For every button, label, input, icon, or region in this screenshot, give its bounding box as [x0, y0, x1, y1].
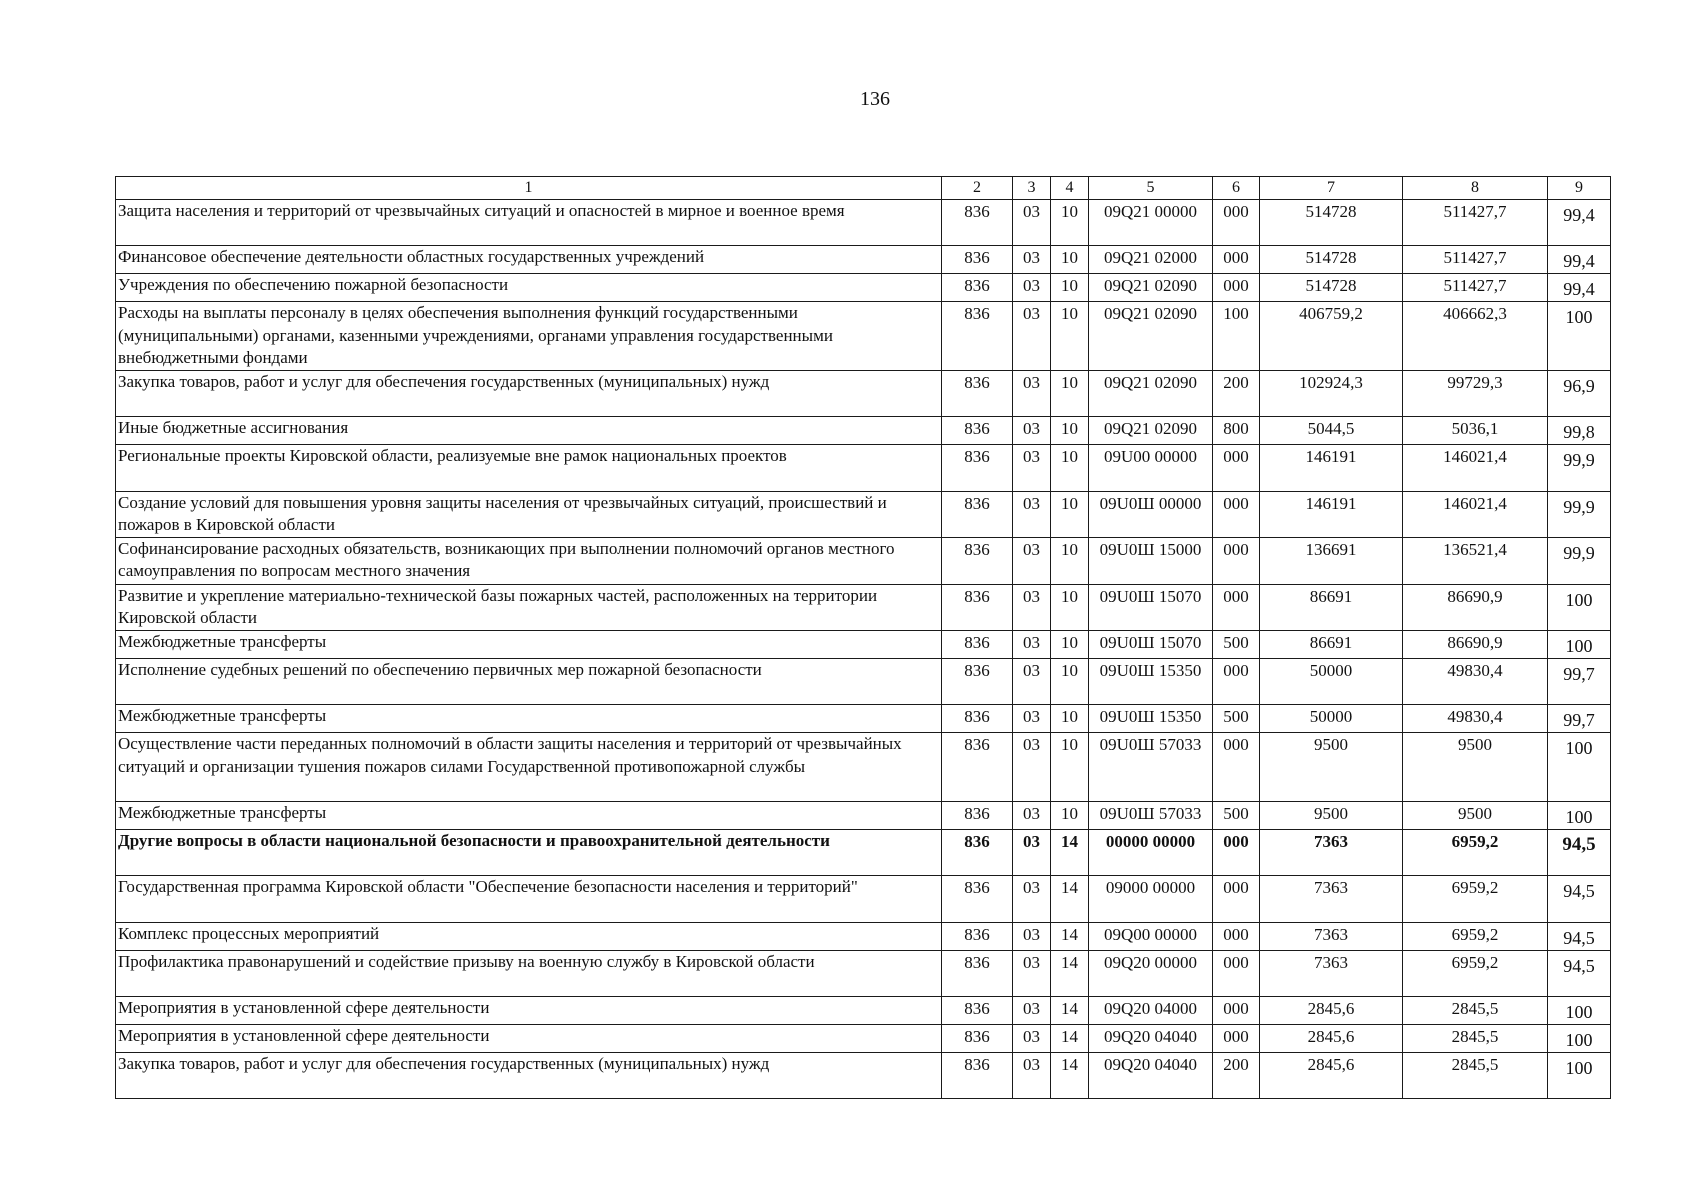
table-row [116, 801, 1611, 829]
cell-planned-amount: 7363 [1260, 950, 1403, 996]
cell-actual-amount: 2845,5 [1403, 997, 1548, 1025]
table-row [116, 705, 1611, 733]
row-description: Профилактика правонарушений и содействие призыву на военную службу в Кировской области [116, 950, 942, 996]
row-description: Развитие и укрепление материально-технической базы пожарных частей, расположенных на территории Кировской области [116, 584, 942, 630]
cell-target-article: 09Q21 02090 [1089, 370, 1213, 416]
header-cell: 2 [942, 177, 1013, 200]
cell-ministry-code: 836 [942, 445, 1013, 491]
cell-execution-percent: 99,4 [1548, 274, 1611, 302]
table-row [116, 491, 1611, 537]
table-row [116, 876, 1611, 922]
cell-subsection: 10 [1051, 630, 1089, 658]
cell-subsection: 14 [1051, 997, 1089, 1025]
cell-section: 03 [1013, 658, 1051, 704]
table-row [116, 733, 1611, 802]
cell-actual-amount: 136521,4 [1403, 538, 1548, 584]
header-cell: 9 [1548, 177, 1611, 200]
cell-section: 03 [1013, 801, 1051, 829]
table-row [116, 417, 1611, 445]
cell-actual-amount: 406662,3 [1403, 302, 1548, 371]
cell-actual-amount: 511427,7 [1403, 274, 1548, 302]
cell-ministry-code: 836 [942, 829, 1013, 875]
cell-section: 03 [1013, 950, 1051, 996]
table-row [116, 658, 1611, 704]
table-row [116, 584, 1611, 630]
cell-expense-type: 000 [1213, 200, 1260, 246]
table-row [116, 1025, 1611, 1053]
cell-execution-percent: 99,4 [1548, 200, 1611, 246]
cell-planned-amount: 7363 [1260, 922, 1403, 950]
cell-section: 03 [1013, 997, 1051, 1025]
cell-subsection: 10 [1051, 302, 1089, 371]
cell-execution-percent: 99,4 [1548, 246, 1611, 274]
cell-planned-amount: 86691 [1260, 584, 1403, 630]
row-description: Учреждения по обеспечению пожарной безопасности [116, 274, 942, 302]
header-cell: 8 [1403, 177, 1548, 200]
cell-expense-type: 000 [1213, 876, 1260, 922]
cell-planned-amount: 514728 [1260, 274, 1403, 302]
cell-subsection: 10 [1051, 445, 1089, 491]
cell-target-article: 09Q20 04040 [1089, 1025, 1213, 1053]
header-cell: 6 [1213, 177, 1260, 200]
cell-planned-amount: 2845,6 [1260, 1053, 1403, 1099]
cell-ministry-code: 836 [942, 1053, 1013, 1099]
cell-planned-amount: 9500 [1260, 801, 1403, 829]
cell-subsection: 14 [1051, 829, 1089, 875]
table-row [116, 950, 1611, 996]
cell-ministry-code: 836 [942, 491, 1013, 537]
cell-ministry-code: 836 [942, 950, 1013, 996]
cell-actual-amount: 99729,3 [1403, 370, 1548, 416]
cell-ministry-code: 836 [942, 801, 1013, 829]
cell-planned-amount: 406759,2 [1260, 302, 1403, 371]
cell-planned-amount: 50000 [1260, 705, 1403, 733]
cell-target-article: 09Q20 04000 [1089, 997, 1213, 1025]
cell-subsection: 10 [1051, 417, 1089, 445]
cell-planned-amount: 514728 [1260, 246, 1403, 274]
cell-actual-amount: 86690,9 [1403, 630, 1548, 658]
cell-ministry-code: 836 [942, 705, 1013, 733]
cell-planned-amount: 7363 [1260, 876, 1403, 922]
cell-expense-type: 000 [1213, 733, 1260, 802]
cell-subsection: 10 [1051, 370, 1089, 416]
cell-subsection: 10 [1051, 200, 1089, 246]
row-description: Мероприятия в установленной сфере деятельности [116, 997, 942, 1025]
cell-subsection: 14 [1051, 876, 1089, 922]
cell-expense-type: 500 [1213, 801, 1260, 829]
cell-execution-percent: 99,9 [1548, 491, 1611, 537]
page-number-text: 136 [860, 88, 890, 110]
table-row [116, 630, 1611, 658]
cell-execution-percent: 94,5 [1548, 922, 1611, 950]
cell-expense-type: 800 [1213, 417, 1260, 445]
cell-execution-percent: 100 [1548, 630, 1611, 658]
cell-execution-percent: 99,7 [1548, 705, 1611, 733]
cell-actual-amount: 86690,9 [1403, 584, 1548, 630]
cell-subsection: 14 [1051, 950, 1089, 996]
cell-execution-percent: 99,9 [1548, 445, 1611, 491]
cell-expense-type: 200 [1213, 370, 1260, 416]
cell-target-article: 09U0Ш 15070 [1089, 630, 1213, 658]
cell-planned-amount: 2845,6 [1260, 997, 1403, 1025]
cell-execution-percent: 99,7 [1548, 658, 1611, 704]
table-row [116, 1053, 1611, 1099]
cell-execution-percent: 96,9 [1548, 370, 1611, 416]
cell-target-article: 09U0Ш 57033 [1089, 801, 1213, 829]
row-description: Расходы на выплаты персоналу в целях обеспечения выполнения функций государственными (муниципальными) органами, казенными учреждениями, органами управления государственными внебюджетными фондами [116, 302, 942, 371]
cell-expense-type: 000 [1213, 997, 1260, 1025]
table-row [116, 302, 1611, 371]
cell-target-article: 09Q21 02090 [1089, 417, 1213, 445]
page-number [0, 88, 1686, 111]
cell-target-article: 09U0Ш 00000 [1089, 491, 1213, 537]
cell-actual-amount: 5036,1 [1403, 417, 1548, 445]
table-row [116, 997, 1611, 1025]
row-description: Софинансирование расходных обязательств, возникающих при выполнении полномочий органов местного самоуправления по вопросам местного значения [116, 538, 942, 584]
cell-section: 03 [1013, 630, 1051, 658]
budget-table [115, 176, 1611, 1099]
cell-expense-type: 000 [1213, 246, 1260, 274]
cell-section: 03 [1013, 876, 1051, 922]
cell-subsection: 10 [1051, 658, 1089, 704]
cell-actual-amount: 9500 [1403, 801, 1548, 829]
cell-target-article: 09U00 00000 [1089, 445, 1213, 491]
cell-execution-percent: 100 [1548, 997, 1611, 1025]
cell-target-article: 09U0Ш 57033 [1089, 733, 1213, 802]
cell-planned-amount: 5044,5 [1260, 417, 1403, 445]
row-description: Иные бюджетные ассигнования [116, 417, 942, 445]
cell-section: 03 [1013, 705, 1051, 733]
row-description: Комплекс процессных мероприятий [116, 922, 942, 950]
cell-section: 03 [1013, 733, 1051, 802]
cell-ministry-code: 836 [942, 584, 1013, 630]
cell-ministry-code: 836 [942, 370, 1013, 416]
row-description: Создание условий для повышения уровня защиты населения от чрезвычайных ситуаций, происшествий и пожаров в Кировской области [116, 491, 942, 537]
cell-planned-amount: 146191 [1260, 491, 1403, 537]
cell-execution-percent: 100 [1548, 584, 1611, 630]
cell-section: 03 [1013, 1025, 1051, 1053]
cell-ministry-code: 836 [942, 417, 1013, 445]
cell-ministry-code: 836 [942, 997, 1013, 1025]
cell-planned-amount: 86691 [1260, 630, 1403, 658]
cell-ministry-code: 836 [942, 302, 1013, 371]
cell-expense-type: 000 [1213, 491, 1260, 537]
cell-expense-type: 100 [1213, 302, 1260, 371]
cell-actual-amount: 49830,4 [1403, 658, 1548, 704]
cell-actual-amount: 146021,4 [1403, 491, 1548, 537]
row-description: Защита населения и территорий от чрезвычайных ситуаций и опасностей в мирное и военное время [116, 200, 942, 246]
cell-execution-percent: 100 [1548, 801, 1611, 829]
cell-actual-amount: 9500 [1403, 733, 1548, 802]
cell-subsection: 14 [1051, 922, 1089, 950]
row-description: Закупка товаров, работ и услуг для обеспечения государственных (муниципальных) нужд [116, 370, 942, 416]
cell-ministry-code: 836 [942, 733, 1013, 802]
cell-section: 03 [1013, 1053, 1051, 1099]
cell-section: 03 [1013, 829, 1051, 875]
cell-ministry-code: 836 [942, 876, 1013, 922]
table-row [116, 246, 1611, 274]
row-description: Другие вопросы в области национальной безопасности и правоохранительной деятельности [116, 829, 942, 875]
cell-subsection: 10 [1051, 246, 1089, 274]
cell-planned-amount: 50000 [1260, 658, 1403, 704]
cell-section: 03 [1013, 274, 1051, 302]
table-row [116, 922, 1611, 950]
cell-expense-type: 000 [1213, 922, 1260, 950]
cell-expense-type: 000 [1213, 274, 1260, 302]
cell-actual-amount: 49830,4 [1403, 705, 1548, 733]
cell-expense-type: 500 [1213, 630, 1260, 658]
cell-planned-amount: 136691 [1260, 538, 1403, 584]
cell-actual-amount: 6959,2 [1403, 950, 1548, 996]
cell-section: 03 [1013, 445, 1051, 491]
row-description: Закупка товаров, работ и услуг для обеспечения государственных (муниципальных) нужд [116, 1053, 942, 1099]
cell-target-article: 09Q00 00000 [1089, 922, 1213, 950]
cell-subsection: 10 [1051, 584, 1089, 630]
cell-subsection: 10 [1051, 801, 1089, 829]
cell-subsection: 10 [1051, 733, 1089, 802]
cell-section: 03 [1013, 246, 1051, 274]
cell-expense-type: 200 [1213, 1053, 1260, 1099]
row-description: Межбюджетные трансферты [116, 630, 942, 658]
budget-table-sheet [115, 176, 1610, 1099]
cell-expense-type: 000 [1213, 829, 1260, 875]
cell-ministry-code: 836 [942, 274, 1013, 302]
cell-execution-percent: 100 [1548, 1025, 1611, 1053]
cell-execution-percent: 100 [1548, 733, 1611, 802]
cell-planned-amount: 514728 [1260, 200, 1403, 246]
cell-ministry-code: 836 [942, 200, 1013, 246]
cell-actual-amount: 6959,2 [1403, 922, 1548, 950]
cell-planned-amount: 7363 [1260, 829, 1403, 875]
table-row [116, 200, 1611, 246]
row-description: Исполнение судебных решений по обеспечению первичных мер пожарной безопасности [116, 658, 942, 704]
cell-planned-amount: 146191 [1260, 445, 1403, 491]
cell-ministry-code: 836 [942, 1025, 1013, 1053]
cell-execution-percent: 99,9 [1548, 538, 1611, 584]
row-description: Мероприятия в установленной сфере деятельности [116, 1025, 942, 1053]
table-row [116, 274, 1611, 302]
cell-target-article: 09U0Ш 15000 [1089, 538, 1213, 584]
table-row [116, 445, 1611, 491]
cell-subsection: 10 [1051, 491, 1089, 537]
cell-target-article: 09Q20 04040 [1089, 1053, 1213, 1099]
cell-expense-type: 000 [1213, 538, 1260, 584]
row-description: Межбюджетные трансферты [116, 705, 942, 733]
cell-execution-percent: 94,5 [1548, 950, 1611, 996]
cell-subsection: 14 [1051, 1025, 1089, 1053]
cell-section: 03 [1013, 584, 1051, 630]
row-description: Финансовое обеспечение деятельности областных государственных учреждений [116, 246, 942, 274]
header-cell: 5 [1089, 177, 1213, 200]
row-description: Осуществление части переданных полномочий в области защиты населения и территорий от чрезвычайных ситуаций и организации тушения пожаров силами Государственной противопожарной службы [116, 733, 942, 802]
cell-ministry-code: 836 [942, 246, 1013, 274]
header-cell: 3 [1013, 177, 1051, 200]
cell-target-article: 09Q20 00000 [1089, 950, 1213, 996]
cell-target-article: 09000 00000 [1089, 876, 1213, 922]
cell-execution-percent: 99,8 [1548, 417, 1611, 445]
cell-expense-type: 000 [1213, 584, 1260, 630]
table-row [116, 370, 1611, 416]
table-row [116, 538, 1611, 584]
cell-planned-amount: 102924,3 [1260, 370, 1403, 416]
header-cell: 1 [116, 177, 942, 200]
cell-ministry-code: 836 [942, 630, 1013, 658]
cell-planned-amount: 9500 [1260, 733, 1403, 802]
cell-actual-amount: 511427,7 [1403, 246, 1548, 274]
header-cell: 7 [1260, 177, 1403, 200]
cell-execution-percent: 100 [1548, 302, 1611, 371]
cell-expense-type: 000 [1213, 445, 1260, 491]
cell-actual-amount: 6959,2 [1403, 876, 1548, 922]
header-cell: 4 [1051, 177, 1089, 200]
cell-section: 03 [1013, 491, 1051, 537]
row-description: Межбюджетные трансферты [116, 801, 942, 829]
cell-ministry-code: 836 [942, 538, 1013, 584]
cell-section: 03 [1013, 538, 1051, 584]
cell-execution-percent: 94,5 [1548, 829, 1611, 875]
cell-actual-amount: 146021,4 [1403, 445, 1548, 491]
cell-actual-amount: 6959,2 [1403, 829, 1548, 875]
cell-subsection: 14 [1051, 1053, 1089, 1099]
cell-target-article: 09U0Ш 15350 [1089, 705, 1213, 733]
table-row [116, 829, 1611, 875]
cell-planned-amount: 2845,6 [1260, 1025, 1403, 1053]
cell-target-article: 09U0Ш 15070 [1089, 584, 1213, 630]
cell-target-article: 00000 00000 [1089, 829, 1213, 875]
cell-target-article: 09Q21 02090 [1089, 302, 1213, 371]
row-description: Государственная программа Кировской области "Обеспечение безопасности населения и территорий" [116, 876, 942, 922]
cell-expense-type: 500 [1213, 705, 1260, 733]
cell-subsection: 10 [1051, 538, 1089, 584]
cell-target-article: 09Q21 02090 [1089, 274, 1213, 302]
cell-ministry-code: 836 [942, 658, 1013, 704]
cell-ministry-code: 836 [942, 922, 1013, 950]
cell-section: 03 [1013, 302, 1051, 371]
cell-expense-type: 000 [1213, 950, 1260, 996]
cell-actual-amount: 2845,5 [1403, 1025, 1548, 1053]
cell-actual-amount: 2845,5 [1403, 1053, 1548, 1099]
cell-expense-type: 000 [1213, 1025, 1260, 1053]
cell-execution-percent: 100 [1548, 1053, 1611, 1099]
cell-subsection: 10 [1051, 705, 1089, 733]
cell-target-article: 09Q21 00000 [1089, 200, 1213, 246]
cell-target-article: 09U0Ш 15350 [1089, 658, 1213, 704]
table-header-row [116, 177, 1611, 200]
cell-section: 03 [1013, 417, 1051, 445]
cell-actual-amount: 511427,7 [1403, 200, 1548, 246]
cell-execution-percent: 94,5 [1548, 876, 1611, 922]
cell-target-article: 09Q21 02000 [1089, 246, 1213, 274]
cell-section: 03 [1013, 200, 1051, 246]
row-description: Региональные проекты Кировской области, реализуемые вне рамок национальных проектов [116, 445, 942, 491]
cell-subsection: 10 [1051, 274, 1089, 302]
cell-expense-type: 000 [1213, 658, 1260, 704]
cell-section: 03 [1013, 370, 1051, 416]
cell-section: 03 [1013, 922, 1051, 950]
